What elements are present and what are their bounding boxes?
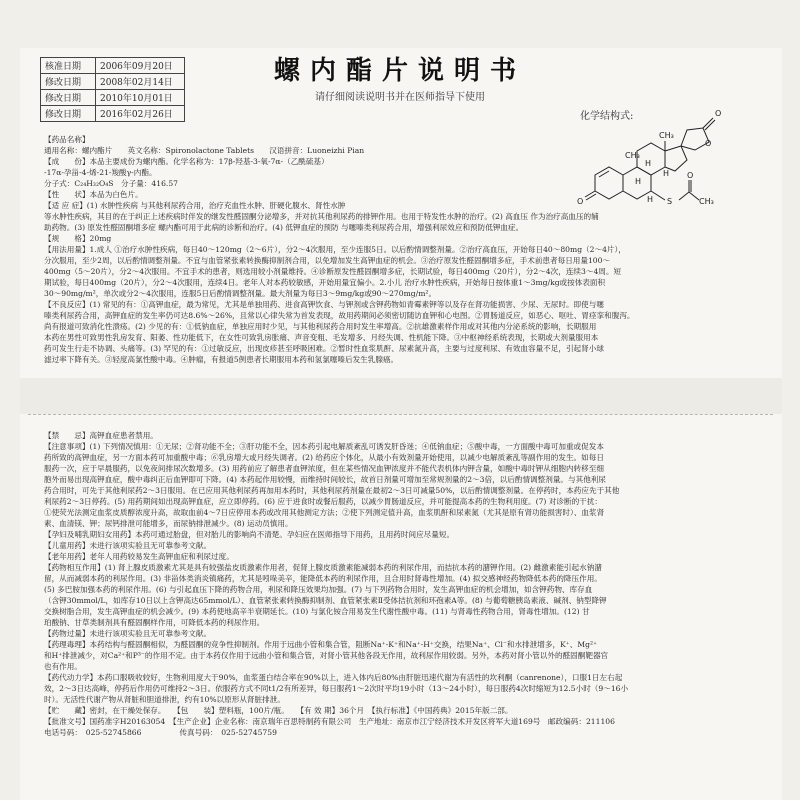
atom-label: O bbox=[687, 171, 694, 180]
atom-label: H bbox=[635, 177, 642, 186]
text-line: 通用名称：螺内酯片 英文名称：Spironolactone Tablets 汉语拼音：Luoneizhi Pian bbox=[44, 146, 365, 155]
revision-label: 修改日期 bbox=[41, 74, 96, 90]
atom-label: CH₃ bbox=[625, 151, 640, 160]
text-line: 也有作用。 bbox=[44, 662, 82, 671]
atom-label: O bbox=[715, 109, 722, 118]
text-line: 【药物相互作用】(1) 肾上腺皮质激素尤其是具有较强盐皮质激素作用者，促肾上腺皮质激素能减弱本药的利尿作用，而拮抗本药的潴钾作用。(2) 雌激素能引起水钠潴 bbox=[44, 563, 602, 572]
text-line: 分子式：C₂₄H₃₂O₄S 分子量：416.57 bbox=[44, 179, 178, 188]
atom-label: H bbox=[647, 195, 654, 204]
atom-label: CH₃ bbox=[699, 197, 714, 206]
text-line: 时）。无活性代谢产物从肾脏和胆道排泄，约有10%以原形从肾脏排泄。 bbox=[44, 695, 285, 704]
revision-label: 核准日期 bbox=[41, 58, 96, 74]
text-line: 尚有报道可致消化性溃疡。(2) 少见的有：①低钠血症，单独应用时少见，与其他利尿药合用时发生率增高。②抗雄激素样作用或对其他内分泌系统的影响，长期服用 bbox=[44, 322, 597, 331]
text-line: （含钾30mmol/L，如库存10日以上含钾高达65mmol/L）、血管紧张素转换酶抑制剂、血管紧张素Ⅱ受体拮抗剂和环孢素A等。(8) 与葡萄糖胰岛素液、碱剂、钠型降钾 bbox=[44, 596, 607, 605]
text-line: 留，从而减弱本药的利尿作用。(3) 非甾体类消炎镇痛药，尤其是吲哚美辛，能降低本药的利尿作用，且合用时肾毒性增加。(4) 拟交感神经药物降低本药的降压作用。 bbox=[44, 574, 602, 583]
atom-label: O bbox=[577, 197, 584, 206]
text-line: 珀酸钠、甘草类制剂具有醛固酮样作用，可降低本药的利尿作用。 bbox=[44, 618, 265, 627]
text-line: 【规 格】20mg bbox=[44, 234, 112, 243]
revision-label: 修改日期 bbox=[41, 90, 96, 106]
text-line: (5) 多巴胺加强本药的利尿作用。(6) 与引起血压下降的药物合用，利尿和降压效果均加强。(7) 与下列药物合用时，发生高钾血症的机会增加，如含钾药物、库存血 bbox=[44, 585, 593, 594]
text-line: 分次服用，至少2周，以后酌情调整剂量。不宜与血管紧张素转换酶抑制剂合用，以免增加发生高钾血症的机会。③治疗原发性醛固酮增多症，手术前患者每日用量100～ bbox=[44, 256, 611, 265]
text-line: 400mg（5～20片），分2～4次服用。不宜手术的患者，则选用较小剂量维持。④诊断原发性醛固酮增多症，长期试验，每日400mg（20片），分2～4次，连续3～4周。短 bbox=[44, 267, 622, 276]
text-line: 【贮 藏】密封，在干燥处保存。 【包 装】塑料瓶，100片/瓶。 【有 效 期】36个月 【执行标准】《中国药典》2015年版二部。 bbox=[44, 706, 513, 715]
text-line: 效，2～3日达高峰，停药后作用仍可维持2～3日。依服药方式不同t1/2有所差异，每日服药1～2次时平均19小时（13～24小时），每日服药4次时缩短为12.5小时（9～16小 bbox=[44, 684, 629, 693]
text-line: 素、血清镁、钾；尿钙排泄可能增多，而尿钠排泄减少。(8) 运动员慎用。 bbox=[44, 519, 293, 528]
text-line: 30～90mg/m²，单次或分2～4次服用，连服5日后酌情调整剂量。最大剂量为每日3～9mg/kg或90～270mg/m²。 bbox=[44, 289, 437, 298]
text-line: 【药代动力学】本药口服吸收较好，生物利用度大于90%，血浆蛋白结合率在90%以上，进入体内后80%由肝脏迅速代谢为有活性的坎利酮（canrenone），口服1日左右起 bbox=[44, 673, 623, 682]
text-line: 【适 应 症】(1) 水肿性疾病 与其他利尿药合用，治疗充血性水肿、肝硬化腹水、肾性水肿 bbox=[44, 201, 346, 210]
text-line: 胞外而易出现高钾血症，酸中毒纠正后血钾即可下降。(4) 本药起作用较慢，而维持时间较长，故首日剂量可增加至常规剂量的2～3倍，以后酌情调整剂量。与其他利尿 bbox=[44, 475, 606, 484]
revision-date: 2010年10月01日 bbox=[96, 90, 185, 106]
text-line: 【药品名称】 bbox=[44, 135, 90, 144]
revision-date: 2016年02月26日 bbox=[96, 106, 185, 122]
text-line: 【药理毒理】本药结构与醛固酮相似，为醛固酮的竞争性抑制剂。作用于远曲小管和集合管，阻断Na⁺-K⁺和Na⁺-H⁺交换，结果Na⁺、Cl⁻和水排泄增多，K⁺、Mg²⁺ bbox=[44, 640, 598, 649]
text-line: 交换树脂合用，发生高钾血症的机会减少。(9) 本药使地高辛半衰期延长。(10) 与氯化铵合用易发生代谢性酸中毒。(11) 与肾毒性药物合用，肾毒性增加。(12) 甘 bbox=[44, 607, 590, 616]
lower-section bbox=[44, 430, 760, 738]
text-line: 【老年用药】老年人用药较易发生高钾血症和利尿过度。 bbox=[44, 552, 234, 561]
text-line: 和H⁺排泄减少，对Ca²⁺和P³⁻的作用不定。由于本药仅作用于远曲小管和集合管，对肾小管其他各段无作用，故利尿作用较弱。另外，本药对肾小管以外的醛固酮靶器官 bbox=[44, 651, 609, 660]
atom-label: H bbox=[663, 169, 670, 178]
text-line: ①使荧光法测定血浆皮质醇浓度升高，故取血前4～7日应停用本药或改用其他测定方法；②使下列测定值升高，血浆肌酐和尿素氮（尤其是原有肾功能损害时）、血浆肾 bbox=[44, 508, 605, 517]
revision-row bbox=[41, 106, 185, 122]
text-line: 【药物过量】未进行该项实验且无可靠参考文献。 bbox=[44, 629, 212, 638]
text-line: 利尿药2～3日停药。(5) 用药期间如出现高钾血症，应立即停药。(6) 应于进食时或餐后服药，以减少胃肠道反应，并可能提高本药的生物利用度。(7) 对诊断的干扰： bbox=[44, 497, 602, 506]
text-line: 【批准文号】国药准字H20163054 【生产企业】企业名称：南京瑞年百思特制药有限公司 生产地址：南京市江宁经济技术开发区将军大道169号 邮政编码：211106 bbox=[44, 717, 615, 726]
text-line: 【禁 忌】高钾血症患者禁用。 bbox=[44, 431, 158, 440]
text-line: 嗪类利尿药合用，高钾血症的发生率仍可达8.6%～26%，且常以心律失常为首发表现，故用药期间必须密切随访血钾和心电图。②胃肠道反应，如恶心、呕吐、胃痉挛和腹泻。 bbox=[44, 311, 635, 320]
atom-label: H bbox=[645, 159, 652, 168]
document-subtitle: 请仔细阅读说明书并在医师指导下使用 bbox=[315, 92, 485, 103]
atom-label: O bbox=[705, 139, 712, 148]
revision-label: 修改日期 bbox=[41, 106, 96, 122]
upper-section bbox=[44, 134, 760, 365]
text-line: 滤过率下降有关。③轻度高氯性酸中毒。④肿瘤，有报道5例患者长期服用本药和氢氯噻嗪后发生乳腺癌。 bbox=[44, 355, 399, 364]
fold-divider bbox=[28, 414, 773, 415]
text-line: 药所致的高钾血症，另一方面本药可加重酸中毒；⑥乳房增大或月经失调者。(2) 给药应个体化，从最小有效剂量开始使用，以减少电解质紊乱等副作用的发生。如每日 bbox=[44, 453, 604, 462]
text-line: 助药物。(3) 原发性醛固酮增多症 螺内酯可用于此病的诊断和治疗。(4) 低钾血症的预防 与噻嗪类利尿药合用，增强利尿效应和预防低钾血症。 bbox=[44, 223, 524, 232]
text-line: -17α-孕甾-4-烯-21-羧酸γ-内酯。 bbox=[44, 168, 157, 177]
text-line: 药可发生行走不协调、头痛等。(3) 罕见的有：①过敏反应，出现皮疹甚至呼吸困难。②暂时性血浆肌酐、尿素氮升高，主要与过度利尿、有效血容量不足，引起肾小球 bbox=[44, 344, 604, 353]
text-line: 【不良反应】(1) 常见的有：①高钾血症，最为常见，尤其是单独用药、进食高钾饮食、与钾剂或含钾药物如青霉素钾等以及存在肾功能损害、少尿、无尿时。即使与噻 bbox=[44, 300, 604, 309]
text-line: 电话号码： 025-52745866 传真号码： 025-52745759 bbox=[44, 728, 277, 737]
text-line: 【用法用量】1.成人 ①治疗水肿性疾病，每日40～120mg（2～6片），分2～4次服用，至少连服5日。以后酌情调整剂量。②治疗高血压，开始每日40～80mg（2～4片）， bbox=[44, 245, 626, 254]
text-line: 【性 状】本品为白色片。 bbox=[44, 190, 143, 199]
chemical-structure-label: 化学结构式: bbox=[580, 111, 634, 122]
atom-label: S bbox=[667, 197, 673, 206]
text-line: 本药在男性可致男性乳房发育、阳萎、性功能低下，在女性可致乳房胀痛、声音变粗、毛发增多、月经失调、性机能下降。③中枢神经系统表现，长期或大剂量服用本 bbox=[44, 333, 599, 342]
text-line: 等水肿性疾病，其目的在于纠正上述疾病时伴发的继发性醛固酮分泌增多，并对抗其他利尿药的排钾作用。也用于特发性水肿的治疗。(2) 高血压 作为治疗高血压的辅 bbox=[44, 212, 599, 221]
atom-label: CH₃ bbox=[659, 131, 674, 140]
revision-date: 2008年02月14日 bbox=[96, 74, 185, 90]
text-line: 【成 份】本品主要成份为螺内酯。化学名称为：17β-羟基-3-氧-7α-（乙酰硫基） bbox=[44, 157, 329, 166]
text-line: 期试验，每日400mg（20片），分2～4次服用，连续4日。老年人对本药较敏感，开始用量宜偏小。2.小儿 治疗水肿性疾病，开始每日按体重1～3mg/kg或按体表面积 bbox=[44, 278, 606, 287]
revision-date: 2006年09月20日 bbox=[96, 58, 185, 74]
text-line: 服药一次，应于早晨服药，以免夜间排尿次数增多。(3) 用药前应了解患者血钾浓度，但在某些情况血钾浓度并不能代表机体内钾含量，如酸中毒时钾从细胞内转移至细 bbox=[44, 464, 604, 473]
document-title: 螺内酯片说明书 bbox=[273, 56, 526, 86]
page-fold bbox=[20, 378, 782, 414]
text-line: 【儿童用药】未进行该项实验且无可靠参考文献。 bbox=[44, 541, 212, 550]
text-line: 药合用时，可先于其他利尿药2～3日服用。在已应用其他利尿药再加用本药时，其他利尿药剂量在最初2～3日可减量50%，以后酌情调整剂量。在停药时，本药应先于其他 bbox=[44, 486, 620, 495]
text-line: 【注意事项】(1) 下列情况慎用：①无尿；②肾功能不全；③肝功能不全，因本药引起电解质紊乱可诱发肝昏迷；④低钠血症；⑤酸中毒，一方面酸中毒可加重或促发本 bbox=[44, 442, 604, 451]
text-line: 【孕妇及哺乳期妇女用药】本药可通过胎盘，但对胎儿的影响尚不清楚。孕妇应在医师指导下用药，且用药时间应尽量短。 bbox=[44, 530, 455, 539]
